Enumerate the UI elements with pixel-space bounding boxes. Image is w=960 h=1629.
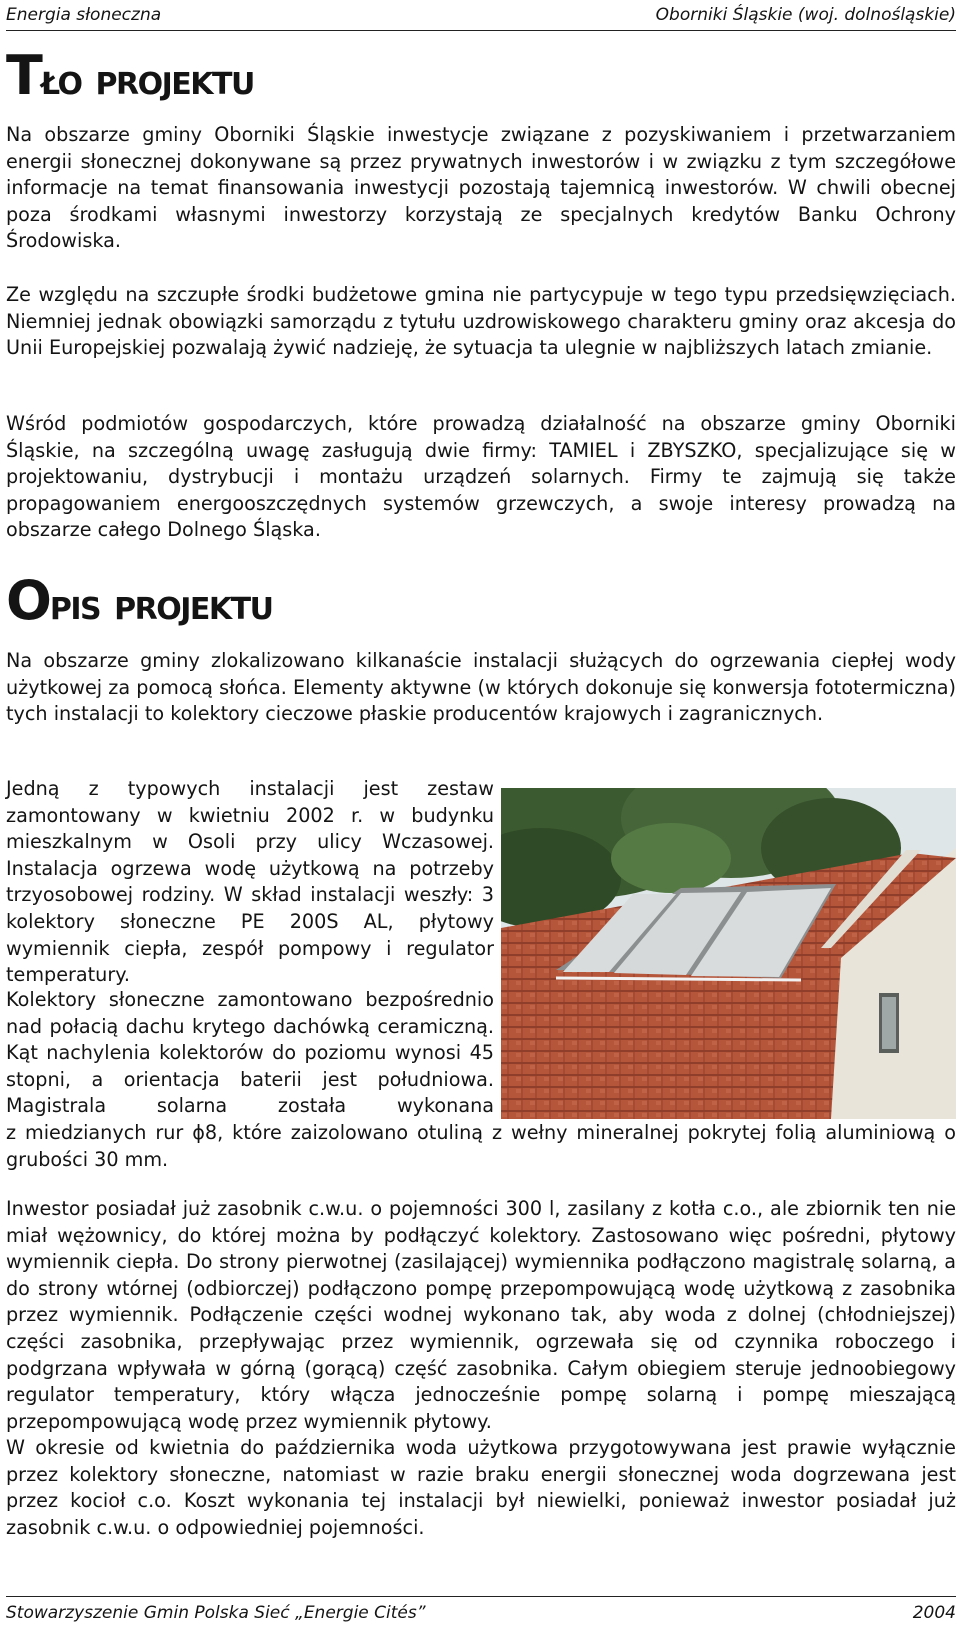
paragraph: Na obszarze gminy Oborniki Śląskie inwestycje związane z pozyskiwaniem i przetwarzaniem energii słonecznej dokonywane są przez prywatnych inwestorów i w związku z tym szczegółowe informacje na temat finansowania inwestycji pozostają tajemnicą inwestorów. W chwili obecnej poza środkami własnymi inwestorzy korzystają ze specjalnych kredytów Banku Ochrony Środowiska. bbox=[6, 123, 956, 253]
paragraph: z miedzianych rur ϕ8, które zaizolowano otuliną z wełny mineralnej pokrytej folią aluminiową o grubości 30 mm. bbox=[6, 1121, 956, 1171]
paragraph: W okresie od kwietnia do października woda użytkowa przygotowywana jest prawie wyłącznie przez kolektory słoneczne, natomiast w razie braku energii słonecznej woda dogrzewana jest przez kocioł c.o. Koszt wykonania tej instalacji był niewielki, ponieważ inwestor posiadał już zasobnik c.w.u. o odpowiedniej pojemności. bbox=[6, 1436, 956, 1539]
title-initial: O bbox=[6, 569, 50, 632]
running-footer bbox=[6, 1600, 956, 1626]
paragraph: Kolektory słoneczne zamontowano bezpośrednio nad połacią dachu krytego dachówką ceramiczną. Kąt nachylenia kolektorów do poziomu wynosi 45 stopni, a orientacja baterii jest południowa. Magistrala solarna została wykonana bbox=[6, 988, 494, 1118]
footer-rule bbox=[6, 1596, 956, 1597]
paragraph: Ze względu na szczupłe środki budżetowe gmina nie partycypuje w tego typu przedsięwzięciach. Niemniej jednak obowiązki samorządu z tytułu uzdrowiskowego charakteru gminy oraz akcesja do Unii Europejskiej pozwalają żywić nadzieję, że sytuacja ta ulegnie w najbliższych latach zmianie. bbox=[6, 283, 956, 360]
paragraph: Na obszarze gminy zlokalizowano kilkanaście instalacji służących do ogrzewania ciepłej wody użytkowej za pomocą słońca. Elementy aktywne (w których dokonuje się konwersja fototermiczna) tych instalacji to kolektory cieczowe płaskie producentów krajowych i zagranicznych. bbox=[6, 649, 956, 726]
title-word2: PROJEKTU bbox=[114, 592, 273, 627]
title-initial: T bbox=[6, 44, 41, 107]
section-title-description bbox=[6, 571, 273, 640]
solar-collector-photo bbox=[501, 788, 956, 1119]
header-rule bbox=[6, 30, 956, 31]
paragraph: Inwestor posiadał już zasobnik c.w.u. o pojemności 300 l, zasilany z kotła c.o., ale zbiornik ten nie miał wężownicy, do której można by podłączyć kolektory. Zastosowano więc pośredni, płytowy wymiennik ciepła. Do strony pierwotnej (zasilającej) wymiennika podłączono magistralę solarną, a do strony wtórnej (odbiorczej) podłączono pompę przepompowującą wodę użytkową z zasobnika przez wymiennik. Podłączenie części wodnej wykonano tak, aby woda z dolnej (chłodniejszej) części zasobnika, przepływając przez wymiennik, ogrzewała się od czynnika roboczego i podgrzana wpływała w górną (gorącą) część zasobnika. Całym obiegiem steruje jednoobiegowy regulator temperatury, który włącza jednocześnie pompę solarną i pompę mieszającą przepompowującą wodę przez wymiennik płytowy. bbox=[6, 1197, 956, 1433]
title-rest: PIS bbox=[49, 592, 101, 627]
title-rest: ŁO bbox=[40, 67, 82, 102]
title-word2: PROJEKTU bbox=[95, 67, 254, 102]
header-location: Oborniki Śląskie (woj. dolnośląskie) bbox=[655, 5, 956, 25]
header-topic: Energia słoneczna bbox=[6, 5, 162, 25]
paragraph: Wśród podmiotów gospodarczych, które prowadzą działalność na obszarze gminy Oborniki Śląskie, na szczególną uwagę zasługują dwie firmy: TAMIEL i ZBYSZKO, specjalizujące się w projektowaniu, dystrybucji i montażu urządzeń solarnych. Firmy te zajmują się także propagowaniem energooszczędnych systemów grzewczych, a swoje interesy prowadzą na obszarze całego Dolnego Śląska. bbox=[6, 412, 956, 542]
document-page bbox=[6, 0, 956, 1629]
footer-year: 2004 bbox=[912, 1603, 956, 1623]
running-header bbox=[6, 2, 956, 28]
section-title-background bbox=[6, 46, 254, 115]
paragraph: Jedną z typowych instalacji jest zestaw zamontowany w kwietniu 2002 r. w budynku mieszkalnym w Osoli przy ulicy Wczasowej. Instalacja ogrzewa wodę użytkową na potrzeby trzyosobowej rodziny. W skład instalacji weszły: 3 kolektory słoneczne PE 200S AL, płytowy wymiennik ciepła, zespół pompowy i regulator temperatury. bbox=[6, 777, 494, 987]
footer-publisher: Stowarzyszenie Gmin Polska Sieć „Energie Cités” bbox=[6, 1603, 426, 1623]
